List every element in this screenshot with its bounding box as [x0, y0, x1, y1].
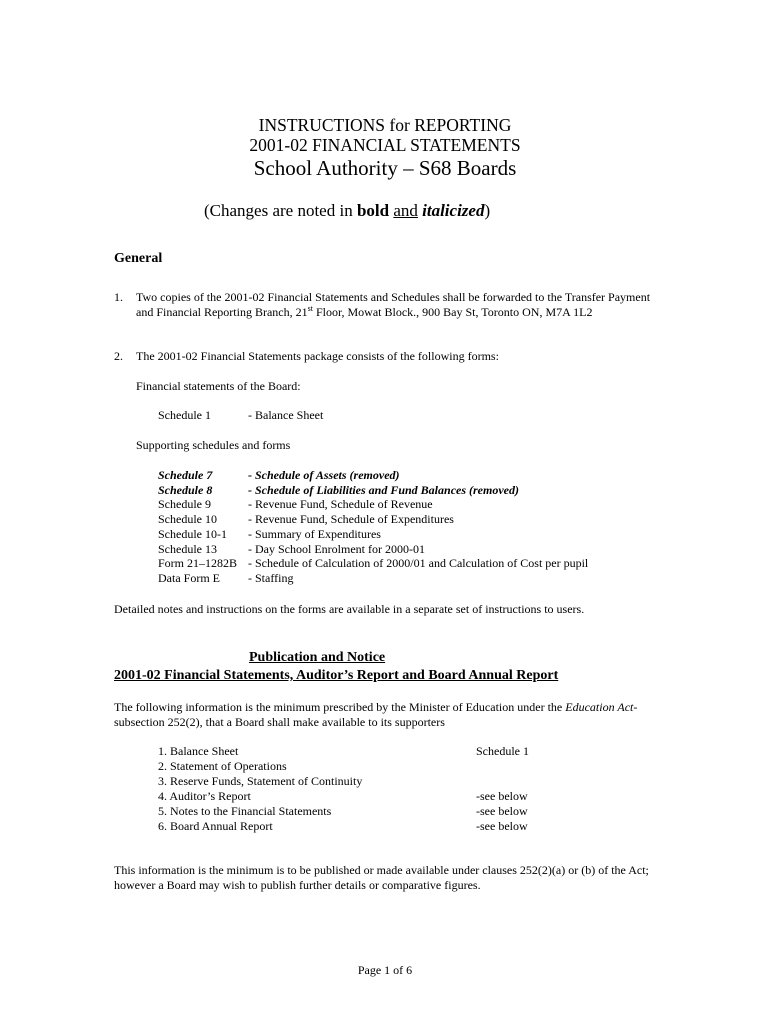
publication-item-label: 6. Board Annual Report [158, 819, 273, 833]
publication-item-ref: -see below [476, 804, 528, 818]
changes-italic: italicized [422, 201, 485, 220]
publication-item-ref: Schedule 1 [476, 744, 529, 758]
supporting-desc: - Revenue Fund, Schedule of Expenditures [248, 512, 454, 527]
supporting-code: Schedule 10 [158, 512, 217, 527]
intro-italic: Education Act [565, 700, 634, 714]
statement-desc: - Balance Sheet [248, 408, 324, 422]
supporting-row [158, 483, 588, 498]
statement-row [158, 408, 323, 423]
publication-subheading: 2001-02 Financial Statements, Auditor’s Report and Board Annual Report [114, 668, 559, 683]
publication-item-label: 2. Statement of Operations [158, 759, 287, 773]
changes-suffix: ) [484, 201, 491, 220]
publication-item-label: 1. Balance Sheet [158, 744, 239, 758]
title-line-3: School Authority – S68 Boards [253, 156, 517, 180]
supporting-code: Schedule 13 [158, 541, 217, 556]
publication-item-ref: -see below [476, 789, 528, 803]
general-heading: General [114, 251, 163, 266]
item-1-superscript: st [307, 304, 313, 313]
supporting-row [158, 497, 588, 512]
supporting-desc: - Summary of Expenditures [248, 526, 381, 541]
changes-prefix: (Changes are noted in [204, 201, 357, 220]
title-line-2: 2001-02 FINANCIAL STATEMENTS [249, 135, 521, 155]
supporting-row [158, 527, 588, 542]
changes-and: and [393, 201, 418, 220]
detailed-notes: Detailed notes and instructions on the forms are available in a separate set of instructions to users. [114, 602, 585, 616]
supporting-desc: - Staffing [248, 570, 294, 585]
supporting-desc: - Day School Enrolment for 2000-01 [248, 541, 425, 556]
supporting-code: Schedule 8 [158, 482, 213, 497]
supporting-code: Schedule 9 [158, 497, 211, 512]
publication-item-ref: -see below [476, 819, 528, 833]
item-1-text-a: Two copies of the 2001-02 Financial Statements and Schedules shall be forwarded to the Transfer Payment and Financial Reporting Branch, 21 [136, 290, 651, 319]
supporting-row [158, 468, 588, 483]
publication-item-label: 3. Reserve Funds, Statement of Continuity [158, 774, 363, 788]
supporting-code: Schedule 10-1 [158, 526, 227, 541]
supporting-desc: - Revenue Fund, Schedule of Revenue [248, 497, 433, 512]
statement-code: Schedule 1 [158, 408, 211, 422]
item-2-number: 2. [114, 349, 123, 363]
statements-table [158, 408, 323, 423]
financial-statements-label: Financial statements of the Board: [136, 379, 301, 393]
supporting-desc: - Schedule of Calculation of 2000/01 and Calculation of Cost per pupil [248, 556, 589, 571]
supporting-label: Supporting schedules and forms [136, 438, 291, 452]
publication-intro [114, 700, 654, 730]
supporting-row [158, 556, 588, 571]
supporting-code: Form 21–1282B [158, 556, 238, 571]
supporting-row [158, 542, 588, 557]
changes-note [204, 201, 490, 221]
item-1-number: 1. [114, 290, 123, 304]
item-2-text: The 2001-02 Financial Statements package consists of the following forms: [136, 349, 499, 363]
intro-b: -subsection 252(2), that a Board shall make available to its supporters [114, 700, 638, 729]
publication-item-label: 5. Notes to the Financial Statements [158, 804, 332, 818]
item-1-text-b: Floor, Mowat Block., 900 Bay St, Toronto ON, M7A 1L2 [312, 305, 593, 319]
general-item-1 [114, 290, 654, 320]
intro-a: The following information is the minimum prescribed by the Minister of Education under the [114, 700, 566, 714]
title-line-1: INSTRUCTIONS for REPORTING [258, 115, 512, 135]
publication-heading: Publication and Notice [249, 650, 386, 665]
item-1-text [136, 290, 654, 320]
supporting-row [158, 512, 588, 527]
supporting-table [158, 468, 588, 586]
general-item-2 [114, 349, 654, 364]
supporting-code: Schedule 7 [158, 468, 213, 482]
supporting-desc: - Schedule of Liabilities and Fund Balances (removed) [248, 482, 519, 497]
supporting-code: Data Form E [158, 570, 220, 585]
changes-bold: bold [356, 201, 390, 220]
supporting-desc: - Schedule of Assets (removed) [248, 468, 400, 482]
publication-closing: This information is the minimum is to be published or made available under clauses 252(2)(a) or (b) of the Act; however a Board may wish to publish further details or comparative figures. [114, 863, 649, 892]
publication-item-label: 4. Auditor’s Report [158, 789, 251, 803]
page-number: Page 1 of 6 [357, 963, 413, 977]
supporting-row [158, 571, 588, 586]
